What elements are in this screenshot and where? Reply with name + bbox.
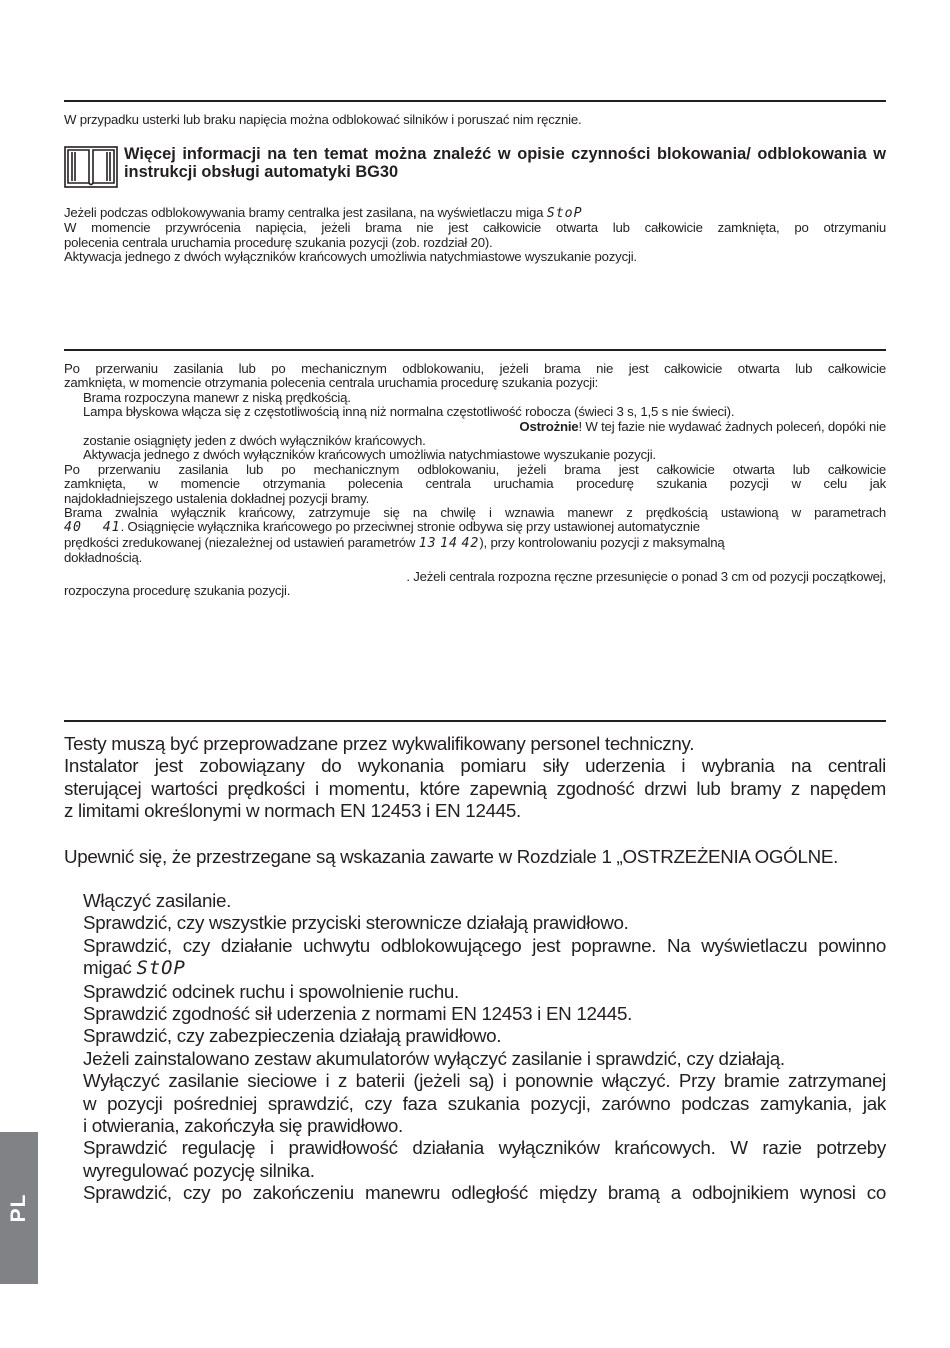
section-3-p3: Upewnić się, że przestrzegane są wskazania zawarte w Rozdziale 1 „OSTRZEŻENIA OGÓLNE. — [64, 845, 839, 867]
list-item-continuation: i otwierania, zakończyła się prawidłowo. — [83, 1115, 403, 1137]
list-item-continuation-text: migać — [83, 957, 132, 979]
list-item: Aktywacja jednego z dwóch wyłączników krańcowych umożliwia natychmiastowe wyszukanie pozycji. — [83, 447, 656, 463]
section-3-p2-line-2: sterującej wartości prędkości i momentu, które zapewnią zgodność drzwi lub bramy z napędem — [64, 777, 886, 799]
section-2-p3-line-1: Brama zwalnia wyłącznik krańcowy, zatrzymuje się na chwilę i wznawia manewr z prędkością ustawioną w parametrach — [64, 506, 886, 521]
list-item: Sprawdzić, czy po zakończeniu manewru odległość między bramą a odbojnikiem wynosi co — [83, 1182, 886, 1204]
list-item: Sprawdzić regulację i prawidłowość działania wyłączników krańcowych. W razie potrzeby — [83, 1137, 886, 1159]
section-2-p3-line-3-b: ), przy kontrolowaniu pozycji z maksymalną — [479, 534, 725, 550]
power-restore-line-2: polecenia centrala uruchamia procedurę szukania pozycji (zob. rozdział 20). — [64, 234, 493, 250]
section-2-p2-line-2: zamknięta, w momencie otrzymania polecenia centrala uruchamia procedurę szukania pozycji w celu jak — [64, 477, 886, 492]
param-code-42: 42 — [461, 535, 480, 551]
list-item: Sprawdzić, czy działanie uchwytu odblokowującego jest poprawne. Na wyświetlaczu powinno — [83, 934, 886, 956]
section-2-p3-line-3-a: prędkości zredukowanej (niezależnej od ustawień parametrów — [64, 534, 416, 550]
unlock-display-paragraph — [64, 206, 886, 221]
list-item: Wyłączyć zasilanie sieciowe i z baterii (jeżeli są) i ponownie włączyć. Przy bramie zatrzymanej — [83, 1070, 886, 1092]
info-note-text: Więcej informacji na ten temat można znaleźć w opisie czynności blokowania/ odblokowania w instrukcji obsługi automatyki BG30 — [124, 145, 886, 181]
caution-label: Ostrożnie — [519, 418, 579, 434]
section-3-p2-line-1: Instalator jest zobowiązany do wykonania pomiaru siły uderzenia i wybrania na centrali — [64, 755, 886, 777]
power-restore-line-1: W momencie przywrócenia napięcia, jeżeli brama nie jest całkowicie otwarta lub całkowicie zamknięta, po otrzymaniu — [64, 221, 886, 236]
section-2-body — [64, 362, 886, 598]
param-code-14: 14 — [440, 535, 458, 551]
section-3-rule — [64, 720, 886, 722]
section-2-p2-line-3: najdokładniejszego ustalenia dokładnej pozycji bramy. — [64, 490, 370, 506]
unlock-display-text: Jeżeli podczas odblokowywania bramy centralka jest zasilana, na wyświetlaczu miga — [64, 205, 544, 220]
list-item-continuation: wyregulować pozycję silnika. — [83, 1159, 315, 1181]
section-2-rule — [64, 349, 886, 351]
param-code-41: 41 — [102, 520, 121, 536]
list-item: Włączyć zasilanie. — [83, 890, 232, 911]
section-2-p3-line-4: dokładnością. — [64, 550, 143, 566]
caution-text: ! W tej fazie nie wydawać żadnych poleceń, dopóki nie — [578, 418, 886, 434]
section-3-p1: Testy muszą być przeprowadzane przez wykwalifikowany personel techniczny. — [64, 733, 695, 754]
list-item-continuation: w pozycji pośredniej sprawdzić, czy faza szukania pozycji, zarówno podczas zamykania, jak — [83, 1092, 886, 1114]
list-item: Brama rozpoczyna manewr z niską prędkością. — [83, 389, 351, 405]
list-item: Lampa błyskowa włącza się z częstotliwością inną niż normalna częstotliwość robocza (świeci 3 s, 1,5 s nie świeci). — [83, 404, 735, 420]
display-code-stop: StoP — [546, 206, 583, 221]
display-code-stop: StOP — [136, 958, 186, 980]
param-code-40: 40 — [64, 520, 82, 536]
language-tab — [0, 1132, 38, 1284]
list-item-continuation: zostanie osiągnięty jeden z dwóch wyłączników krańcowych. — [83, 433, 426, 449]
limit-switch-paragraph: Aktywacja jednego z dwóch wyłączników krańcowych umożliwia natychmiastowe wyszukanie pozycji. — [64, 249, 637, 265]
language-tab-label: PL — [7, 1193, 30, 1223]
section-2-p1-line-2: zamknięta, w momencie otrzymania polecenia centrala uruchamia procedurę szukania pozycji: — [64, 375, 599, 391]
section-2-p3-line-2 — [64, 520, 886, 535]
list-item: Sprawdzić, czy zabezpieczenia działają prawidłowo. — [83, 1025, 502, 1047]
section-3-p2-line-3: z limitami określonymi w normach EN 12453 i EN 12445. — [64, 800, 521, 822]
list-item: Sprawdzić, czy wszystkie przyciski sterownicze działają prawidłowo. — [83, 912, 629, 934]
caution-line — [64, 420, 886, 434]
book-icon — [64, 144, 118, 190]
section-2-p1-line-1: Po przerwaniu zasilania lub po mechanicznym odblokowaniu, jeżeli brama nie jest całkowicie otwarta lub całkowicie — [64, 362, 886, 376]
list-item: Jeżeli zainstalowano zestaw akumulatorów wyłączyć zasilanie i sprawdzić, czy działają. — [83, 1047, 785, 1069]
param-code-13: 13 — [418, 535, 437, 551]
section-2-p3-line-2-text: . Osiągnięcie wyłącznika krańcowego po przeciwnej stronie odbywa się przy ustawionej automatycznie — [120, 519, 700, 535]
section-1-body — [64, 206, 886, 265]
section-1-rule — [64, 100, 886, 102]
section-3-body — [64, 733, 886, 868]
list-item-continuation — [83, 957, 886, 980]
section-2-p2-line-1: Po przerwaniu zasilania lub po mechanicznym odblokowaniu, jeżeli brama jest całkowicie otwarta lub całkowicie — [64, 462, 886, 477]
section-2-p3-line-3 — [64, 536, 886, 551]
list-item: Sprawdzić zgodność sił uderzenia z normami EN 12453 i EN 12445. — [83, 1003, 633, 1025]
section-2-p4-line-1: . Jeżeli centrala rozpozna ręczne przesunięcie o ponad 3 cm od pozycji początkowej, — [406, 568, 886, 584]
test-checklist — [64, 890, 886, 1205]
info-note — [64, 144, 886, 190]
list-item: Sprawdzić odcinek ruchu i spowolnienie ruchu. — [83, 980, 459, 1002]
section-2-p4-line-2: rozpoczyna procedurę szukania pozycji. — [64, 583, 291, 599]
section-1-intro: W przypadku usterki lub braku napięcia można odblokować silników i poruszać nim ręcznie. — [64, 112, 582, 127]
